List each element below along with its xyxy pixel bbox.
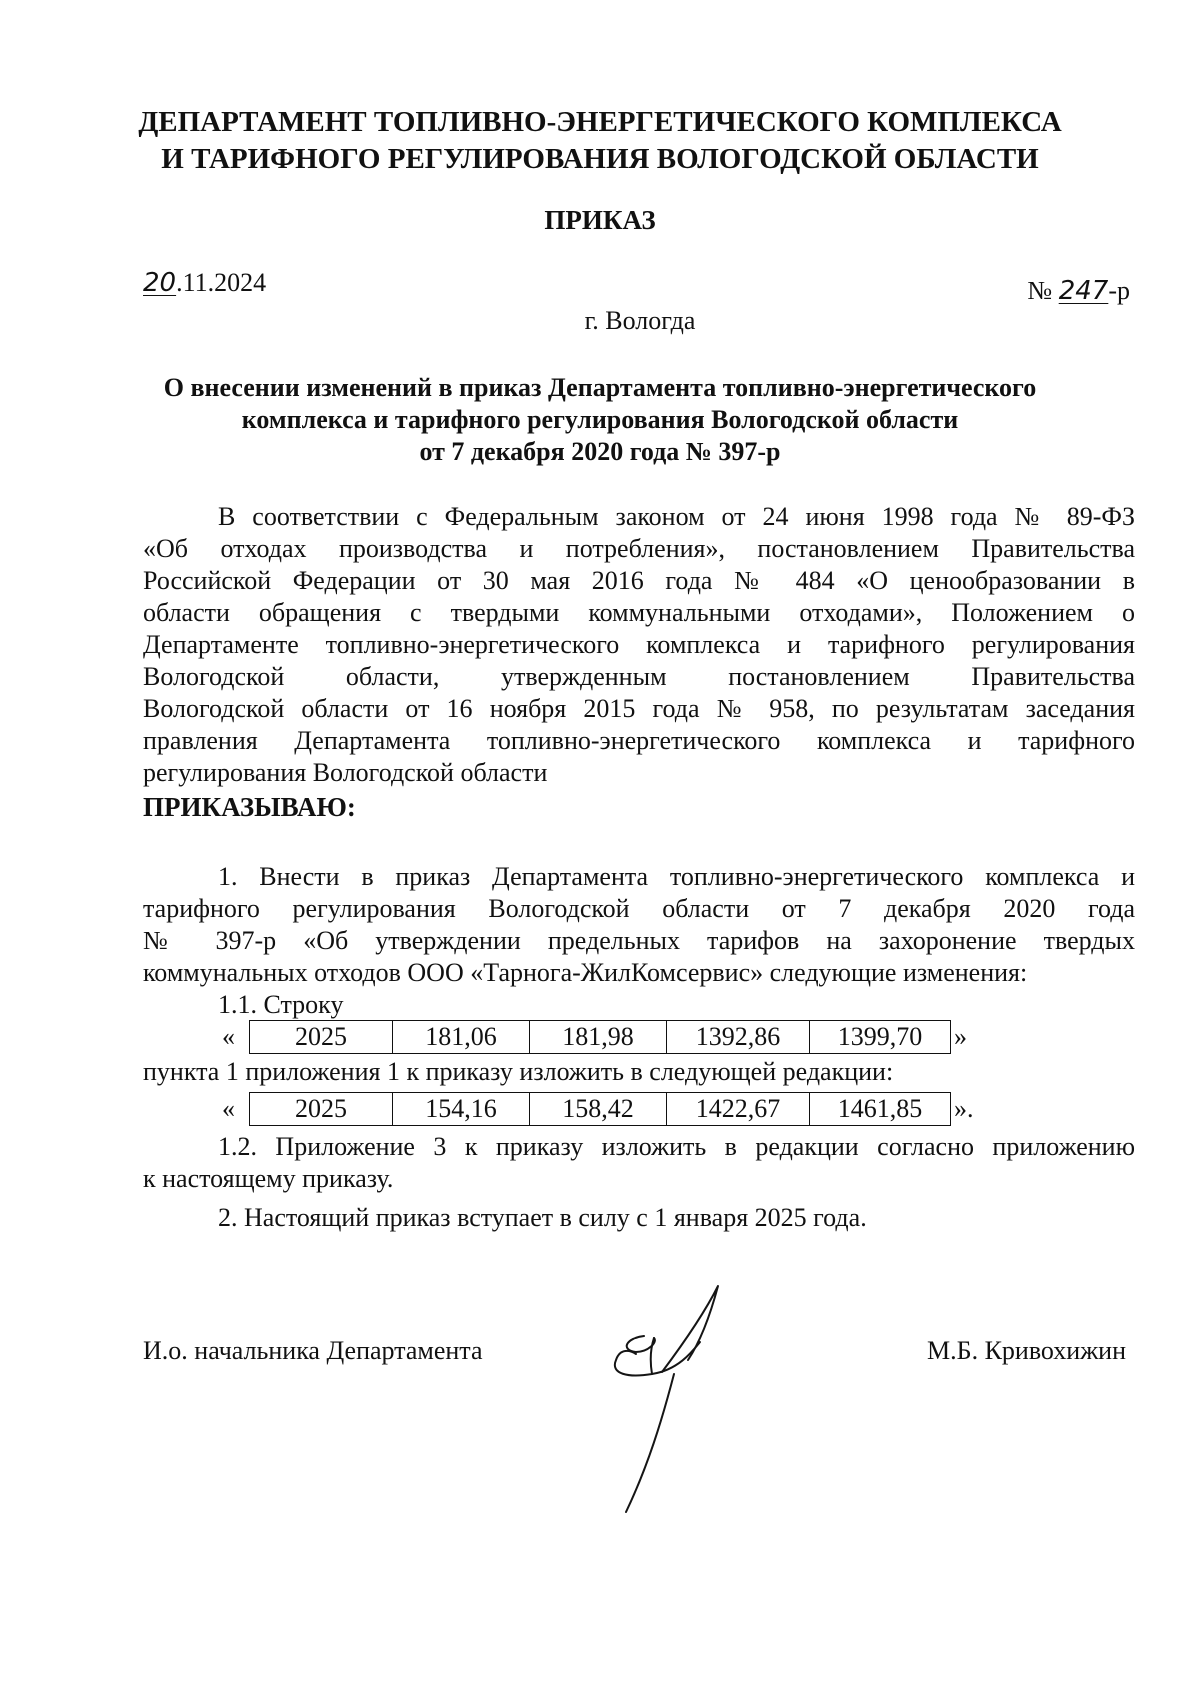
- preamble-line: правления Департамента топливно-энергетического комплекса и тарифного: [143, 726, 1135, 755]
- old-tariff-row: [249, 1020, 951, 1054]
- subject-line2: комплекса и тарифного регулирования Вологодской области: [241, 405, 959, 434]
- preamble-line: «Об отходах производства и потребления», постановлением Правительства: [143, 534, 1135, 563]
- item1-2-line: к настоящему приказу.: [143, 1164, 394, 1193]
- preamble-line: Департаменте топливно-энергетического комплекса и тарифного регулирования: [143, 630, 1135, 659]
- item1-line: 1. Внести в приказ Департамента топливно-энергетического комплекса и: [218, 862, 1135, 891]
- subject-line1: О внесении изменений в приказ Департамента топливно-энергетического: [163, 373, 1037, 402]
- old-row-open-quote: «: [222, 1022, 235, 1051]
- city: г. Вологда: [584, 306, 696, 335]
- department-name-line2: И ТАРИФНОГО РЕГУЛИРОВАНИЯ ВОЛОГОДСКОЙ ОБЛАСТИ: [161, 143, 1039, 175]
- preamble-line: В соответствии с Федеральным законом от 24 июня 1998 года № 89-ФЗ: [218, 502, 1135, 531]
- preamble-line: Вологодской области, утвержденным постановлением Правительства: [143, 662, 1135, 691]
- signatory-name: М.Б. Кривохижин: [927, 1336, 1126, 1365]
- item1-1-continuation: пункта 1 приложения 1 к приказу изложить в следующей редакции:: [143, 1057, 894, 1086]
- handwritten-number: 247: [1058, 276, 1109, 306]
- item2: 2. Настоящий приказ вступает в силу с 1 января 2025 года.: [218, 1203, 867, 1232]
- new-row-value-cell: 154,16: [393, 1093, 530, 1126]
- item1-line: тарифного регулирования Вологодской области от 7 декабря 2020 года: [143, 894, 1135, 923]
- old-row-value-cell: 1399,70: [810, 1021, 951, 1054]
- item1-line: коммунальных отходов ООО «Тарнога-ЖилКомсервис» следующие изменения:: [143, 958, 1028, 987]
- order-directive: ПРИКАЗЫВАЮ:: [143, 792, 356, 822]
- new-row-value-cell: 1422,67: [667, 1093, 810, 1126]
- handwritten-day: 20: [143, 268, 177, 298]
- item1-2-line: 1.2. Приложение 3 к приказу изложить в редакции согласно приложению: [218, 1132, 1135, 1161]
- preamble-line: регулирования Вологодской области: [143, 758, 548, 787]
- department-name-line1: ДЕПАРТАМЕНТ ТОПЛИВНО-ЭНЕРГЕТИЧЕСКОГО КОМПЛЕКСА: [138, 106, 1062, 138]
- old-row-value-cell: 181,98: [530, 1021, 667, 1054]
- old-row-close-quote: »: [954, 1022, 967, 1051]
- subject-line3: от 7 декабря 2020 года № 397-р: [419, 437, 781, 466]
- new-row-value-cell: 158,42: [530, 1093, 667, 1126]
- preamble-line: Вологодской области от 16 ноября 2015 года № 958, по результатам заседания: [143, 694, 1135, 723]
- new-row-year-cell: 2025: [250, 1093, 393, 1126]
- new-row-open-quote: «: [222, 1094, 235, 1123]
- number-suffix: -р: [1108, 276, 1130, 305]
- new-row-value-cell: 1461,85: [810, 1093, 951, 1126]
- order-date: [143, 268, 266, 298]
- old-row-value-cell: 181,06: [393, 1021, 530, 1054]
- item1-1-label: 1.1. Строку: [218, 990, 344, 1019]
- new-tariff-row: [249, 1092, 951, 1126]
- handwritten-signature: [600, 1280, 770, 1520]
- old-row-value-cell: 1392,86: [667, 1021, 810, 1054]
- signatory-position: И.о. начальника Департамента: [143, 1336, 483, 1365]
- preamble-line: области обращения с твердыми коммунальными отходами», Положением о: [143, 598, 1135, 627]
- document-type-title: ПРИКАЗ: [544, 205, 656, 235]
- number-sign: №: [1027, 276, 1053, 305]
- order-number: [1027, 276, 1130, 306]
- preamble-line: Российской Федерации от 30 мая 2016 года № 484 «О ценообразовании в: [143, 566, 1135, 595]
- new-row-close-quote: ».: [954, 1094, 974, 1123]
- item1-line: № 397-р «Об утверждении предельных тарифов на захоронение твердых: [143, 926, 1135, 955]
- old-row-year-cell: 2025: [250, 1021, 393, 1054]
- date-month-year: .11.2024: [176, 268, 267, 297]
